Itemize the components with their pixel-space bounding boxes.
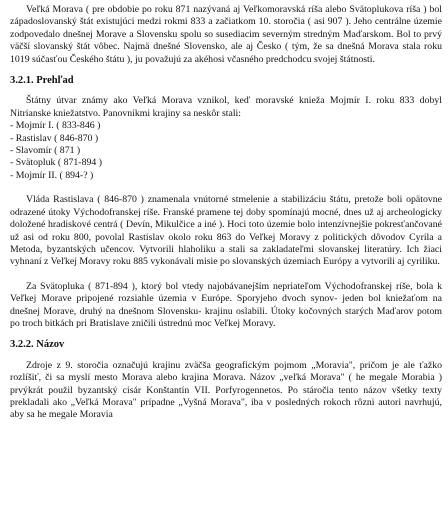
list-item: - Mojmír I. ( 833-846 ) [10,120,101,132]
section-heading-overview: 3.2.1. Prehľad [10,75,74,87]
name-paragraph-1: Zdroje z 9. storočia označujú krajinu zväčša geografickým pojmom „Moravia", pričom je ale ťažko rozlíšiť, či sa myslí mesto Morava alebo krajina Morava. Názov „veľká Morava" ( he megale Morabia ) prvýkrát použil byzantský cisár Konštantín VII. Porfyrogennetos. Po stáročia tento názov všetky texty prekladali ako „Veľká Morava" prípadne „Vyšná Morava", iba v posledných rokoch rôzni autori navrhujú, aby sa he megale Moravia [10,359,442,421]
intro-paragraph: Veľká Morava ( pre obdobie po roku 871 nazývaná aj Veľkomoravská ríša alebo Svätoplukova ríša ) bol západoslovanský štát existujúci medzi rokmi 833 a začiatkom 10. storočia ( asi 907 ). Jeho centrálne územie zodpovedalo dnešnej Morave a Slovensku spolu so susediacim severným stredným Maďarskom. Bol to prvý väčší slovanský štát vôbec. Najmä dnešné Slovensko, ale aj Česko ( tým, že sa dnešná Morava stala roku 1019 súčasťou Českého štátu ), ju považujú za akéhosi včasného predchodcu svojej štátnosti. [10,4,442,65]
paragraph-spacer [10,269,442,281]
list-item: - Mojmír II. ( 894-? ) [10,169,94,181]
rulers-list [10,120,442,182]
list-item: - Svätopluk ( 871-894 ) [10,157,102,169]
list-item: - Slavomír ( 871 ) [10,145,81,157]
list-item: - Rastislav ( 846-870 ) [10,132,99,144]
overview-paragraph-1: Štátny útvar známy ako Veľká Morava vznikol, keď moravské knieža Mojmír I. roku 833 dobyl Nitrianske kniežatstvo. Panovníkmi krajiny sa neskôr stali: [10,95,442,119]
overview-paragraph-3: Za Svätopluka ( 871-894 ), ktorý bol vtedy najobávanejším nepriateľom Východofranskej ríše, bola k Veľkej Morave pripojené rozsiahle územia v Európe. Sporyjeho dvoch synov- jeden bol kniežaťom na dnešnej Morave, druhý na dnešnom Slovensku- krajinu oslabili. Útoky kočovných starých Maďarov potom po troch bitkách pri Bratislave zničili ústrednú moc Veľkej Moravy. [10,280,442,329]
section-heading-name: 3.2.2. Názov [10,339,65,351]
paragraph-spacer [10,182,442,194]
overview-paragraph-2: Vláda Rastislava ( 846-870 ) znamenala vnútorné stmelenie a stabilizáciu štátu, pretože boli opätovne odrazené útoky Východofranskej ríše. Franské pramene tej doby spomínajú mocné, dnes už aj archeologicky doložené hradiskové centrá ( Devín, Mikulčice a iné ). Hoci toto územie bolo intenzívnejšie pokresťančované už asi od roku 800, povolal Rastislav okolo roku 863 do Veľkej Moravy z politických dôvodov Cyrila a Metoda, byzantských učencov. Vytvorili hlaholiku a stali sa zakladateľmi slovanskej literatúry. Ich žiaci vyhnaní z Veľkej Moravy roku 885 vykonávali misie po slovanských územiach Európy a vytvorili aj cyriliku. [10,194,442,268]
